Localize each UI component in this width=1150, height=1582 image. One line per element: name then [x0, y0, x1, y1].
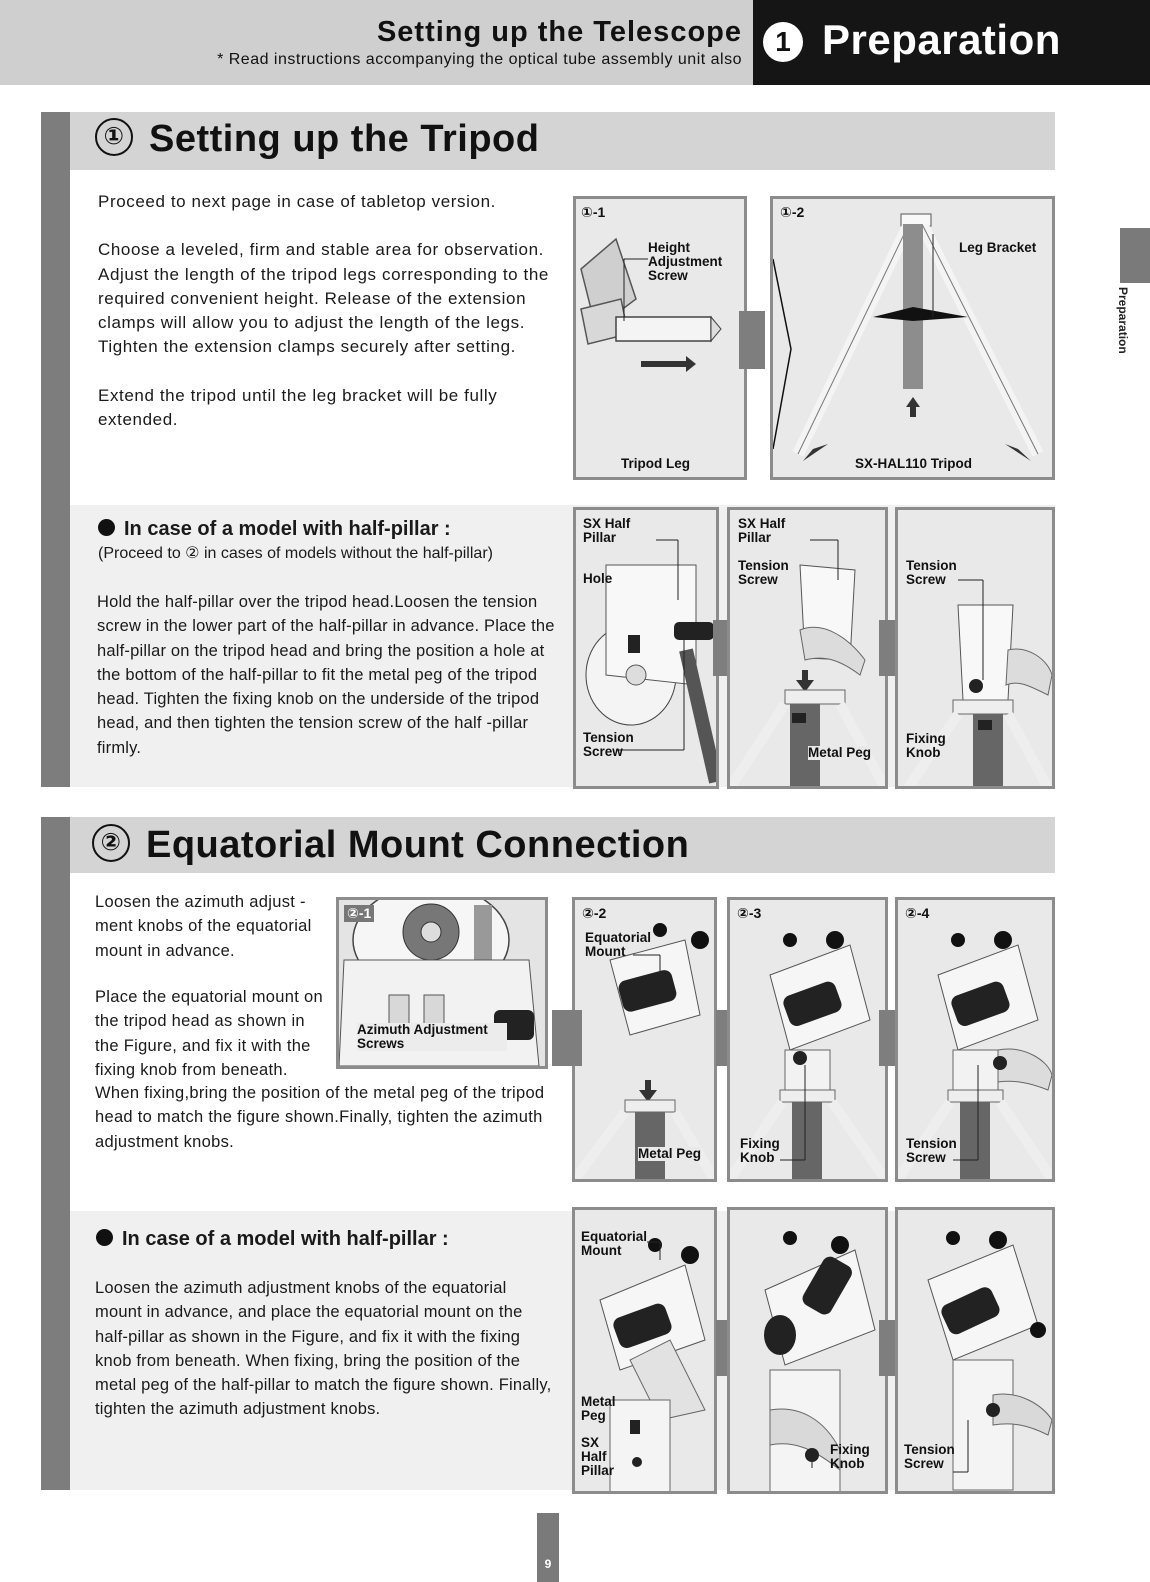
bullet-icon-2: [96, 1229, 113, 1246]
section2-paragraph-1: Loosen the azimuth adjust -ment knobs of the equatorial mount in advance.: [95, 893, 312, 960]
label-leg-bracket: Leg Bracket: [959, 240, 1037, 255]
label-metal-peg: Metal Peg: [808, 745, 872, 760]
figure-half-pillar-fixing-knob: [727, 1207, 888, 1494]
arrow-step-1: [739, 311, 765, 369]
label-tension-screw-5: Tension Screw: [904, 1442, 955, 1471]
label-sx-half-pillar-3: SX Half Pillar: [581, 1435, 615, 1478]
header-title: Setting up the Telescope: [376, 16, 742, 48]
label-equatorial-mount-2: Equatorial Mount: [581, 1229, 648, 1258]
label-azimuth-adjustment-screws: Azimuth Adjustment Screws: [357, 1023, 507, 1051]
section2-number: ②: [92, 824, 130, 862]
section1-halfpillar-heading: In case of a model with half-pillar :: [124, 518, 451, 540]
section1-text: [98, 190, 556, 432]
figure-mount-on-half-pillar: [572, 1207, 717, 1494]
bullet-icon: [98, 519, 115, 536]
section1-paragraph-2: Choose a leveled, firm and stable area for observation. Adjust the length of the tripod legs corresponding to the required convenient height. Release of the extension clamps will allow you to adjust the length of the legs. Tighten the extension clamps securely after setting.: [98, 240, 549, 357]
figure-azimuth-screws: [336, 897, 548, 1069]
section1-halfpillar-heading-row: [98, 518, 451, 541]
figure-2-2-number: ②-2: [582, 905, 607, 921]
label-equatorial-mount: Equatorial Mount: [585, 930, 652, 959]
figure-half-pillar-fixed: [895, 507, 1055, 789]
figure-mount-fixing-knob: [727, 897, 888, 1182]
section2-paragraph-2: Place the equatorial mount on the tripod head as shown in the Figure, and fix it with the fixing knob from beneath.: [95, 988, 323, 1079]
section1-paragraph-1: Proceed to next page in case of tabletop version.: [98, 192, 496, 211]
caption-sxhal110-tripod: SX-HAL110 Tripod: [855, 456, 973, 471]
label-tension-screw: Tension Screw: [583, 730, 634, 759]
section2-paragraph-3: When fixing,bring the position of the metal peg of the tripod head to match the figure shown.Finally, tighten the azimuth adjustment knobs.: [95, 1084, 545, 1151]
section1-number: ①: [95, 118, 133, 156]
section1-paragraph-3: Extend the tripod until the leg bracket will be fully extended.: [98, 385, 498, 430]
label-fixing-knob-2: Fixing Knob: [740, 1136, 780, 1165]
section2-halfpillar-heading-row: [96, 1228, 449, 1251]
section2-sidebar: [41, 817, 70, 1490]
section1-halfpillar-note: (Proceed to ② in cases of models without the half-pillar): [98, 545, 493, 562]
label-tension-screw-2: Tension Screw: [738, 558, 789, 587]
figure-sxhal110-tripod: [770, 196, 1055, 480]
header-step-number: 1: [763, 22, 803, 62]
label-sx-half-pillar: SX Half Pillar: [583, 516, 631, 545]
label-metal-peg-3: Metal Peg: [581, 1394, 616, 1423]
section2-halfpillar-heading: In case of a model with half-pillar :: [122, 1228, 449, 1250]
label-fixing-knob: Fixing Knob: [906, 731, 946, 760]
figure-mount-tension-screw: [895, 897, 1055, 1182]
header-subtitle: * Read instructions accompanying the optical tube assembly unit also: [217, 51, 742, 68]
page-number: 9: [544, 1557, 552, 1571]
side-tab-label: Preparation: [1116, 287, 1130, 354]
arrow-step-4: [552, 1010, 582, 1066]
header-section-label: Preparation: [822, 16, 1061, 63]
section2-title-row: [92, 824, 689, 867]
label-sx-half-pillar-2: SX Half Pillar: [738, 516, 786, 545]
page-number-tab: [537, 1513, 559, 1582]
section1-halfpillar-body: Hold the half-pillar over the tripod head.Loosen the tension screw in the lower part of the half-pillar in advance. Place the half-pillar on the tripod head and bring the position a hole at the bottom of the half-pillar to fit the metal peg of the tripod head. Tighten the fixing knob on the underside of the tripod head, and then tighten the tension screw of the half -pillar firmly.: [97, 593, 555, 757]
figure-half-pillar: [573, 507, 719, 789]
label-metal-peg-2: Metal Peg: [638, 1146, 702, 1161]
side-tab: [1120, 228, 1150, 283]
section2-title: Equatorial Mount Connection: [146, 824, 690, 866]
figure-half-pillar-placement: [727, 507, 888, 789]
figure-1-1-number: ①-1: [581, 204, 606, 220]
label-fixing-knob-3: Fixing Knob: [830, 1442, 870, 1471]
figure-tripod-leg: [573, 196, 747, 480]
figure-equatorial-mount: [572, 897, 717, 1182]
label-height-adjustment-screw: Height Adjustment Screw: [648, 240, 723, 283]
figure-2-4-number: ②-4: [905, 905, 930, 921]
label-hole: Hole: [583, 571, 613, 586]
label-tension-screw-4: Tension Screw: [906, 1136, 957, 1165]
figure-2-3-number: ②-3: [737, 905, 762, 921]
section1-sidebar: [41, 112, 70, 787]
section1-title-row: [95, 118, 539, 161]
figure-half-pillar-tension-screw: [895, 1207, 1055, 1494]
figure-2-1-number: ②-1: [344, 905, 374, 922]
section1-title: Setting up the Tripod: [149, 118, 540, 160]
figure-1-2-number: ①-2: [780, 204, 805, 220]
caption-tripod-leg: Tripod Leg: [621, 456, 690, 471]
section2-halfpillar-body: Loosen the azimuth adjustment knobs of the equatorial mount in advance, and place the equatorial mount on the half-pillar as shown in the Figure, and fix it with the fixing knob from beneath. When fixing, bring the position of the metal peg of the half-pillar to match the figure shown. Finally, tighten the azimuth adjustment knobs.: [95, 1279, 552, 1419]
label-tension-screw-3: Tension Screw: [906, 558, 957, 587]
